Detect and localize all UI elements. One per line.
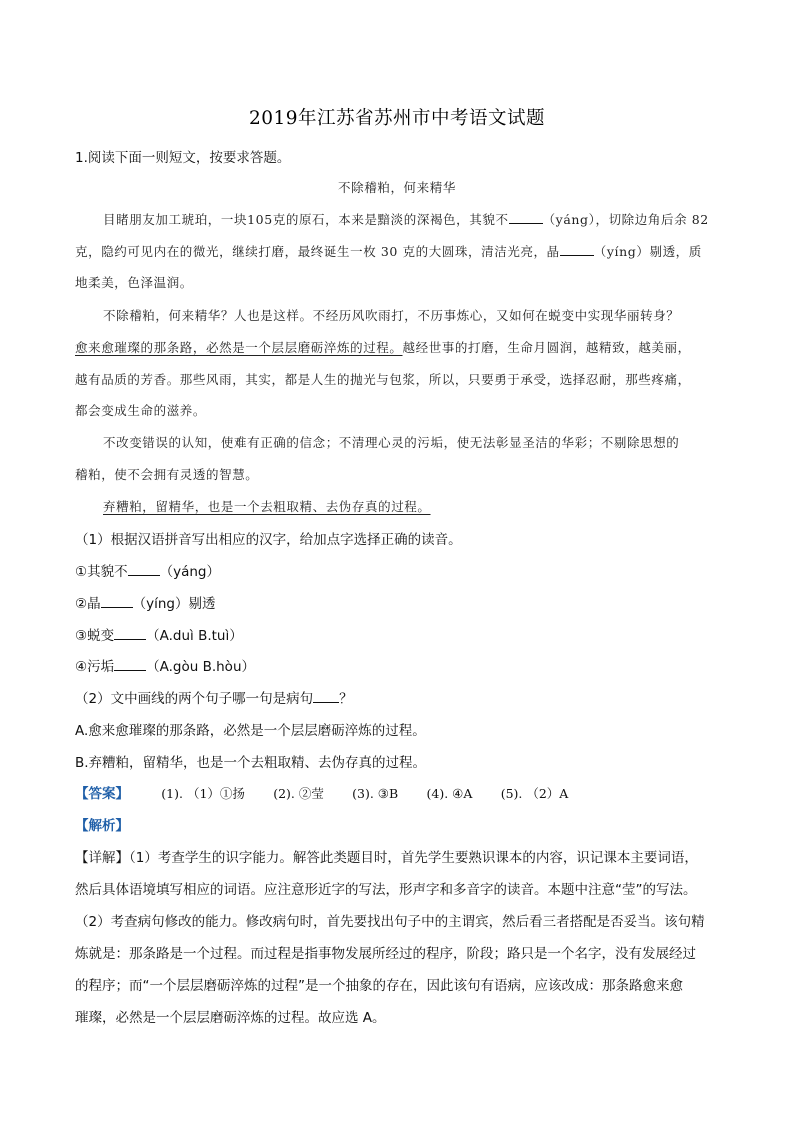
answer-row (75, 782, 568, 802)
item-text: ？ (339, 691, 353, 707)
answer-label: 【答案】 (75, 786, 129, 802)
passage-p1-line1 (103, 210, 709, 228)
passage-p1-line2 (75, 242, 702, 260)
analysis-text: （1）考查学生的识字能力。解答此类题目时，首先学生要熟识课本的内容，识记课本主要词语， (129, 850, 698, 866)
passage-title: 不除稽粕，何来精华 (338, 180, 456, 195)
answer-2: (2). ②莹 (273, 786, 324, 801)
sub-question-2 (75, 687, 353, 707)
answer-blank (313, 690, 339, 703)
analysis-line-3: （2）考查病句修改的能力。修改病句时，首先要找出句子中的主谓宾，然后看三者搭配是否妥当。该句精 (75, 914, 705, 930)
item-text: ①其貌不 (75, 564, 128, 580)
passage-p3-line1: 不改变错误的认知，使难有正确的信念；不清理心灵的污垢，使无法彰显圣洁的华彩；不剔除思想的 (103, 435, 680, 450)
passage-text: 越经世事的打磨，生命月圆润，越精致，越美丽， (402, 340, 691, 355)
passage-p1-line3: 地柔美，色泽温润。 (75, 275, 193, 290)
answer-blank (560, 243, 594, 256)
passage-p2-line4: 都会变成生命的滋养。 (75, 403, 207, 418)
item-text: （A.gòu B.hòu） (146, 659, 255, 675)
item-text: （yíng）剔透 (132, 596, 216, 612)
option-b: B.弃糟粕，留精华，也是一个去粗取精、去伪存真的过程。 (75, 755, 427, 771)
passage-text: （yáng），切除边角后余 82 (542, 212, 709, 227)
answer-5: (5). （2）A (500, 786, 569, 801)
answer-4: (4). ④A (426, 786, 473, 801)
answer-blank (114, 658, 146, 671)
item-text: ③蜕变 (75, 628, 115, 644)
analysis-line-6: 璀璨，必然是一个层层磨砺淬炼的过程。故应选 A。 (75, 1010, 386, 1026)
answer-3: (3). ③B (352, 786, 399, 801)
answer-blank (128, 563, 160, 576)
analysis-line-1 (75, 846, 698, 866)
passage-text: 克，隐约可见内在的微光，继续打磨，最终诞生一枚 30 克的大圆珠，清洁光亮，晶 (75, 244, 560, 259)
option-a: A.愈来愈璀璨的那条路，必然是一个层层磨砺淬炼的过程。 (75, 723, 426, 739)
analysis-line-2: 然后具体语境填写相应的词语。应注意形近字的写法，形声字和多音字的读音。本题中注意“莹”的写法。 (75, 882, 697, 898)
item-4 (75, 655, 255, 675)
analysis-tag: 【解析】 (75, 818, 129, 834)
answer-1: (1). （1）①扬 (161, 786, 245, 801)
item-1 (75, 560, 220, 580)
item-text: （yáng） (159, 564, 220, 580)
underlined-sentence-b: 弃糟粕，留精华，也是一个去粗取精、去伪存真的过程。 (103, 499, 431, 514)
passage-text: （yíng）剔透，质 (593, 244, 702, 259)
passage-p2-line2 (75, 338, 691, 356)
question-1-intro: 1.阅读下面一则短文，按要求答题。 (75, 150, 291, 166)
item-2 (75, 592, 215, 612)
passage-p2-line1: 不除稽粕，何来精华？人也是这样。不经历风吹雨打，不历事炼心，又如何在蜕变中实现华丽转身？ (103, 308, 680, 323)
answer-blank (509, 211, 543, 224)
detail-tag: 【详解】 (75, 850, 129, 866)
analysis-label (75, 814, 129, 834)
passage-text: 目睹朋友加工琥珀，一块105克的原石，本来是黯淡的深褐色，其貌不 (103, 212, 509, 227)
analysis-line-4: 炼就是：那条路是一个过程。而过程是指事物发展所经过的程序，阶段；路只是一个名字，没有发展经过 (75, 946, 696, 962)
underlined-sentence-a: 愈来愈璀璨的那条路，必然是一个层层磨砺淬炼的过程。 (75, 340, 403, 355)
passage-p4 (103, 497, 431, 515)
item-text: （2）文中画线的两个句子哪一句是病句 (75, 691, 314, 707)
item-text: ②晶 (75, 596, 101, 612)
passage-p3-line2: 稽粕，使不会拥有灵透的智慧。 (75, 467, 259, 482)
item-3 (75, 624, 243, 644)
sub-question-1: （1）根据汉语拼音写出相应的汉字，给加点字选择正确的读音。 (75, 532, 462, 548)
item-text: ④污垢 (75, 659, 115, 675)
document-title: 2019年江苏省苏州市中考语文试题 (248, 108, 546, 129)
answer-blank (114, 627, 146, 640)
answer-blank (101, 595, 133, 608)
item-text: （A.duì B.tuì） (146, 628, 243, 644)
passage-p2-line3: 越有品质的芳香。那些风雨，其实，都是人生的抛光与包浆，所以，只要勇于承受，选择忍耐，那些疼痛， (75, 372, 691, 387)
analysis-line-5: 的程序；而“一个层层磨砺淬炼的过程”是一个抽象的存在，因此该句有语病，应该改成：那条路愈来愈 (75, 978, 683, 994)
